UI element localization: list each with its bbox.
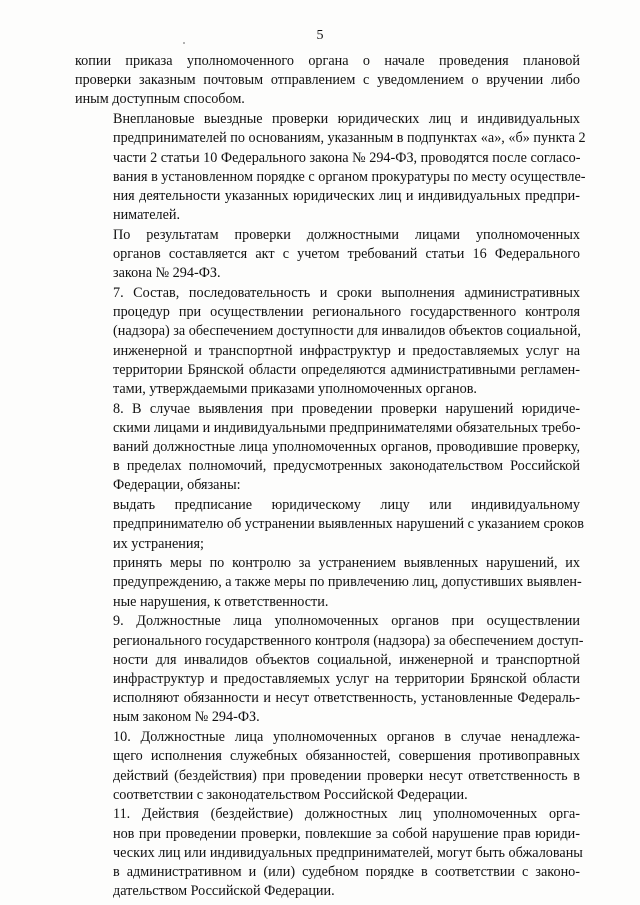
- paragraph: [75, 52, 580, 110]
- text-line: скими лицами и индивидуальными предпринимателями обязательных требо-: [113, 419, 581, 436]
- text-line: 11. Действия (бездействие) должностных лиц уполномоченных орга-: [113, 806, 580, 823]
- text-line: принять меры по контролю за устранением выявленных нарушений, их: [113, 555, 580, 572]
- text-line: 7. Состав, последовательность и сроки выполнения административных: [113, 284, 580, 301]
- text-line: (надзора) за обеспечением доступности для инвалидов объектов социальной,: [113, 323, 581, 340]
- text-line: нимателей.: [113, 207, 181, 224]
- text-line: щего исполнения служебных обязанностей, совершения противоправных: [113, 748, 580, 765]
- text-line: Внеплановые выездные проверки юридических лиц и индивидуальных: [113, 111, 580, 128]
- text-line: вания в установленном порядке с органом прокуратуры по месту осуществле-: [113, 168, 586, 185]
- paragraph: [75, 400, 580, 496]
- text-line: Федерации, обязаны:: [113, 477, 241, 494]
- text-line: соответствии с законодательством Российской Федерации.: [113, 786, 468, 803]
- text-line: действий (бездействия) при проведении проверки несут ответственность в: [113, 767, 580, 784]
- paragraph: [75, 284, 580, 399]
- text-line: территории Брянской области определяются административными регламен-: [113, 361, 580, 378]
- text-line: исполняют обязанности и несут ответственность, установленные Федераль-: [113, 690, 580, 707]
- text-line: 8. В случае выявления при проведении проверки нарушений юридиче-: [113, 400, 580, 417]
- text-line: ваний должностные лица уполномоченных органов, проводившие проверку,: [113, 439, 580, 456]
- text-line: нов при проведении проверки, повлекшие за собой нарушение прав юриди-: [113, 825, 580, 842]
- text-line: 10. Должностные лица уполномоченных органов в случае ненадлежа-: [113, 729, 580, 746]
- text-line: ным законом № 294-ФЗ.: [113, 709, 260, 726]
- text-line: процедур при осуществлении регионального государственного контроля: [113, 304, 580, 321]
- text-line: их устранения;: [113, 535, 204, 552]
- text-line: в пределах полномочий, предусмотренных законодательством Российской: [113, 458, 580, 475]
- text-line: 9. Должностные лица уполномоченных органов при осуществлении: [113, 613, 580, 630]
- text-line: регионального государственного контроля (надзора) за обеспечением доступ-: [113, 632, 584, 649]
- text-line: дательством Российской Федерации.: [113, 883, 335, 900]
- text-line: копии приказа уполномоченного органа о начале проведения плановой: [75, 53, 580, 69]
- paragraph: [75, 496, 584, 554]
- text-line: инфраструктур и предоставляемых услуг на территории Брянской области: [113, 671, 580, 687]
- text-line: части 2 статьи 10 Федерального закона № 294-ФЗ, проводятся после согласо-: [113, 149, 581, 166]
- text-line: иным доступным способом.: [75, 91, 245, 108]
- scan-speck: [183, 42, 185, 44]
- text-line: По результатам проверки должностными лицами уполномоченных: [113, 226, 580, 243]
- paragraph: [75, 226, 580, 284]
- text-line: ные нарушения, к ответственности.: [113, 593, 329, 610]
- text-line: тами, утверждаемыми приказами уполномоченных органов.: [113, 380, 477, 397]
- text-line: ния деятельности указанных юридических лиц и индивидуальных предпри-: [113, 187, 580, 204]
- text-line: проверки заказным почтовым отправлением с уведомлением о вручении либо: [75, 72, 580, 89]
- text-line: органов составляется акт с учетом требований статьи 16 Федерального: [113, 246, 580, 263]
- text-line: инженерной и транспортной инфраструктур и предоставляемых услуг на: [113, 342, 580, 359]
- paragraph: [75, 110, 586, 225]
- text-line: ческих лиц или индивидуальных предпринимателей, могут быть обжалованы: [113, 844, 583, 861]
- text-line: закона № 294-ФЗ.: [113, 265, 221, 282]
- scan-speck: [318, 687, 320, 689]
- paragraph: [75, 728, 580, 805]
- page-number: 5: [316, 28, 324, 43]
- text-line: предпринимателю об устранении выявленных нарушений с указанием сроков: [113, 516, 584, 533]
- text-line: в административном и (или) судебном порядке в соответствии с законо-: [113, 864, 580, 881]
- text-line: выдать предписание юридическому лицу или индивидуальному: [113, 497, 580, 514]
- paragraph: [75, 554, 580, 612]
- text-line: предупреждению, а также меры по привлечению лиц, допустивших выявлен-: [113, 574, 582, 591]
- text-line: ности для инвалидов объектов социальной, инженерной и транспортной: [113, 651, 580, 668]
- paragraph: [75, 805, 583, 901]
- text-line: предпринимателей по основаниям, указанным в подпунктах «а», «б» пункта 2: [113, 130, 586, 147]
- document-body: [75, 52, 586, 902]
- paragraph: [75, 612, 584, 727]
